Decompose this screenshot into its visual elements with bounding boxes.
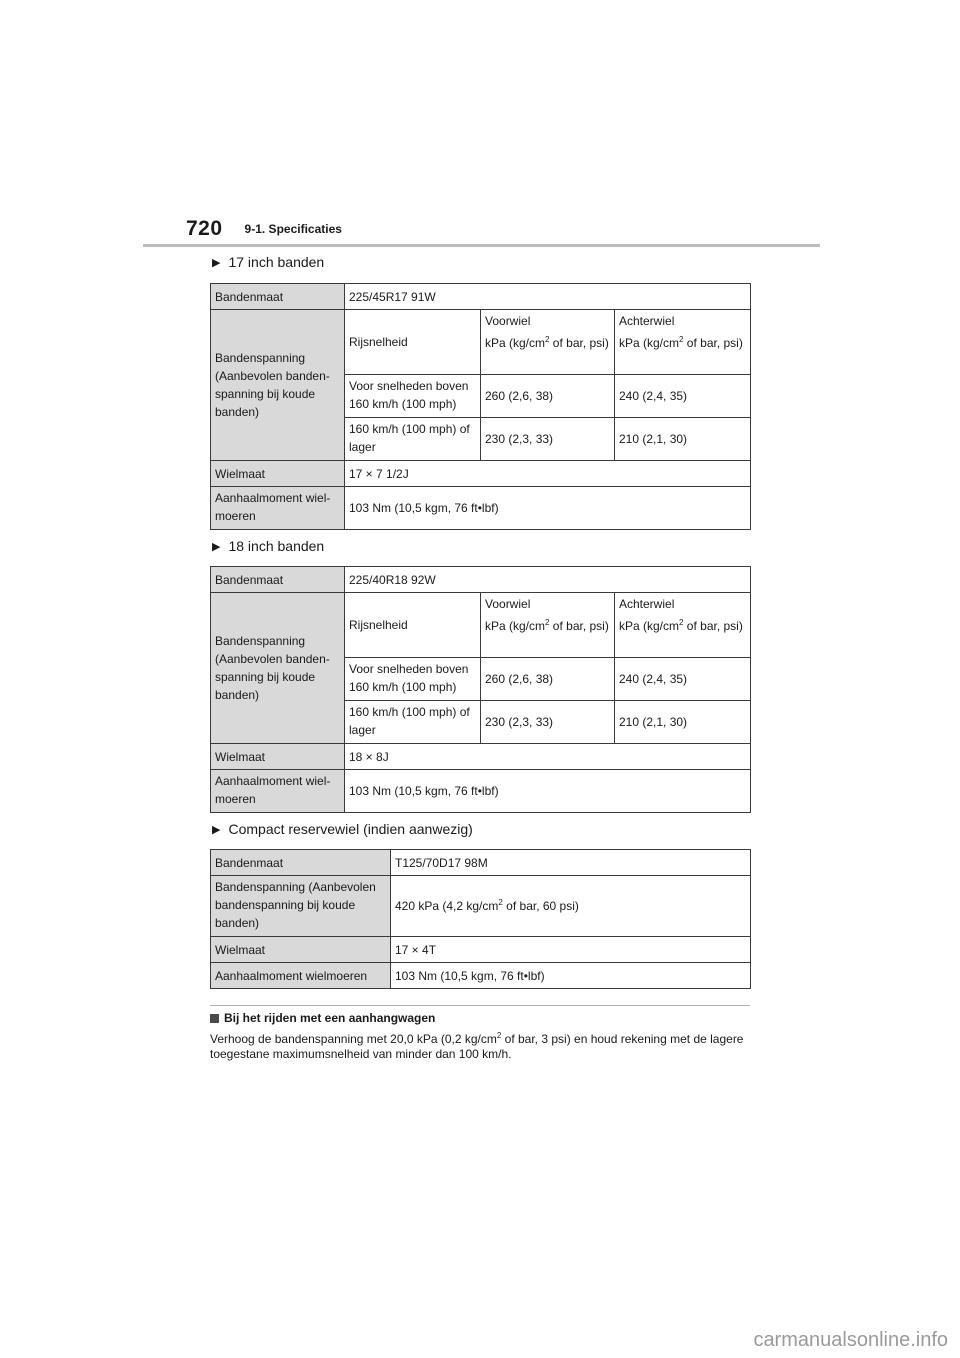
table-row	[211, 963, 751, 989]
table-row	[211, 593, 751, 658]
square-bullet-icon	[210, 1014, 219, 1023]
wheel-size-value: 18 × 8J	[345, 744, 751, 770]
tire-size-label: Bandenmaat	[211, 567, 345, 593]
table-17-inch	[210, 283, 751, 530]
wheel-size-value: 17 × 7 1/2J	[345, 461, 751, 487]
wheel-size-label: Wielmaat	[211, 461, 345, 487]
torque-value: 103 Nm (10,5 kgm, 76 ft•lbf)	[391, 963, 751, 989]
note-title-text: Bij het rijden met een aanhangwagen	[224, 1011, 436, 1025]
header-divider	[143, 244, 820, 247]
heading-text: 17 inch banden	[228, 254, 325, 270]
speed-cell: 160 km/h (100 mph) of lager	[345, 701, 481, 744]
rear-pressure-cell: 210 (2,1, 30)	[615, 701, 751, 744]
speed-cell: Voor snelheden boven 160 km/h (100 mph)	[345, 658, 481, 701]
tire-size-value: 225/45R17 91W	[345, 284, 751, 310]
heading-text: Compact reservewiel (indien aanwezig)	[228, 821, 473, 837]
torque-label: Aanhaalmoment wielmoeren	[211, 963, 391, 989]
table-row	[211, 461, 751, 487]
note-body: Verhoog de bandenspanning met 20,0 kPa (0,2 $kg/cm^2$ of bar, 3 psi) en houd rekening met de lagere toegestane maximumsnelheid van minder dan 100 km/h.	[210, 1031, 744, 1061]
torque-value: 103 Nm (10,5 kgm, 76 ft•lbf)	[345, 487, 751, 530]
table-compact-spare	[210, 849, 751, 989]
section-title: 9-1. Specificaties	[244, 222, 342, 236]
table-row	[211, 770, 751, 813]
speed-header: Rijsnelheid	[345, 593, 481, 658]
note-divider	[210, 1005, 750, 1006]
front-header: Voorwiel kPa ($kg/cm^2$ of bar, psi)	[481, 593, 615, 658]
table-row	[211, 487, 751, 530]
torque-value: 103 Nm (10,5 kgm, 76 ft•lbf)	[345, 770, 751, 813]
wheel-size-label: Wielmaat	[211, 937, 391, 963]
page-header	[186, 214, 342, 244]
rear-pressure-cell: 240 (2,4, 35)	[615, 658, 751, 701]
tire-size-value: 225/40R18 92W	[345, 567, 751, 593]
heading-17-inch	[212, 254, 324, 270]
heading-18-inch	[212, 538, 324, 554]
front-pressure-cell: 230 (2,3, 33)	[481, 701, 615, 744]
watermark: carmanualsonline.info	[753, 1329, 948, 1351]
heading-text: 18 inch banden	[228, 538, 325, 554]
table-row	[211, 310, 751, 375]
table-row	[211, 937, 751, 963]
rear-header: Achterwiel kPa ($kg/cm^2$ of bar, psi)	[615, 593, 751, 658]
tire-size-value: T125/70D17 98M	[391, 850, 751, 876]
wheel-size-label: Wielmaat	[211, 744, 345, 770]
speed-header: Rijsnelheid	[345, 310, 481, 375]
wheel-size-value: 17 × 4T	[391, 937, 751, 963]
heading-compact-spare	[212, 821, 473, 837]
table-row	[211, 567, 751, 593]
triangle-bullet-icon: ▶	[212, 540, 221, 553]
torque-label: Aanhaalmoment wiel-moeren	[211, 487, 345, 530]
pressure-value: 420 kPa (4,2 $kg/cm^2$ of bar, 60 psi)	[391, 876, 751, 937]
table-row	[211, 850, 751, 876]
page-number: 720	[186, 217, 223, 240]
tire-size-label: Bandenmaat	[211, 850, 391, 876]
pressure-label: Bandenspanning (Aanbevolen banden-spanning bij koude banden)	[211, 310, 345, 461]
torque-label: Aanhaalmoment wiel-moeren	[211, 770, 345, 813]
rear-pressure-cell: 240 (2,4, 35)	[615, 375, 751, 418]
table-row	[211, 876, 751, 937]
table-18-inch	[210, 566, 751, 813]
tire-size-label: Bandenmaat	[211, 284, 345, 310]
table-row	[211, 744, 751, 770]
rear-header: Achterwiel kPa ($kg/cm^2$ of bar, psi)	[615, 310, 751, 375]
rear-pressure-cell: 210 (2,1, 30)	[615, 418, 751, 461]
front-pressure-cell: 260 (2,6, 38)	[481, 375, 615, 418]
table-row	[211, 284, 751, 310]
front-header: Voorwiel kPa ($kg/cm^2$ of bar, psi)	[481, 310, 615, 375]
pressure-label: Bandenspanning (Aanbevolen banden-spanning bij koude banden)	[211, 593, 345, 744]
pressure-label: Bandenspanning (Aanbevolen bandenspanning bij koude banden)	[211, 876, 391, 937]
front-pressure-cell: 260 (2,6, 38)	[481, 658, 615, 701]
speed-cell: 160 km/h (100 mph) of lager	[345, 418, 481, 461]
note-title	[210, 1011, 435, 1025]
front-pressure-cell: 230 (2,3, 33)	[481, 418, 615, 461]
speed-cell: Voor snelheden boven 160 km/h (100 mph)	[345, 375, 481, 418]
triangle-bullet-icon: ▶	[212, 823, 221, 836]
triangle-bullet-icon: ▶	[212, 256, 221, 269]
